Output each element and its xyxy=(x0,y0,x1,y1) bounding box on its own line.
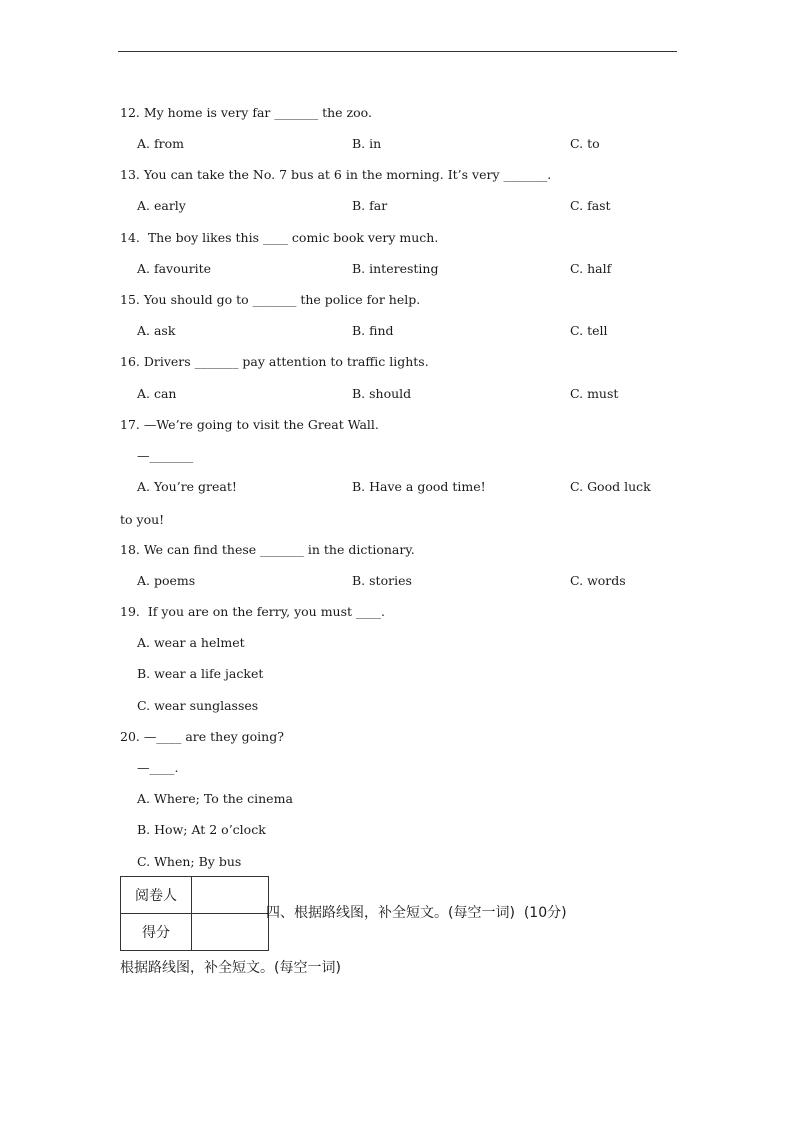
score-table xyxy=(120,876,269,951)
section-4-instruction: 根据路线图，补全短文。(每空一词) xyxy=(120,960,341,976)
question-16-option-c: C. must xyxy=(570,386,619,401)
question-17-option-a: A. You’re great! xyxy=(137,479,237,494)
question-14-option-a: A. favourite xyxy=(137,261,212,276)
question-15-option-a: A. ask xyxy=(137,323,176,338)
question-20-option-a: A. Where; To the cinema xyxy=(137,791,293,806)
question-19-option-c: C. wear sunglasses xyxy=(137,698,259,713)
header-rule xyxy=(118,51,677,52)
question-13-option-a: A. early xyxy=(137,198,186,213)
question-19-option-b: B. wear a life jacket xyxy=(137,666,264,681)
question-13-option-c: C. fast xyxy=(570,198,611,213)
reviewer-cell xyxy=(192,877,269,914)
question-20-option-c: C. When; By bus xyxy=(137,854,242,869)
question-17-reply: —_______ xyxy=(137,448,194,463)
score-cell xyxy=(192,914,269,951)
question-15-option-b: B. find xyxy=(352,323,394,338)
question-16-option-b: B. should xyxy=(352,386,412,401)
score-label: 得分 xyxy=(121,914,192,951)
question-18-option-b: B. stories xyxy=(352,573,412,588)
question-18-stem: 18. We can find these _______ in the dictionary. xyxy=(120,542,415,557)
question-13-option-b: B. far xyxy=(352,198,388,213)
question-16-stem: 16. Drivers _______ pay attention to traffic lights. xyxy=(120,354,429,369)
question-17-stem: 17. —We’re going to visit the Great Wall. xyxy=(120,417,379,432)
question-14-option-c: C. half xyxy=(570,261,612,276)
question-19-option-a: A. wear a helmet xyxy=(137,635,245,650)
question-13-stem: 13. You can take the No. 7 bus at 6 in the morning. It’s very _______. xyxy=(120,167,552,182)
question-18-option-a: A. poems xyxy=(137,573,196,588)
question-12-option-b: B. in xyxy=(352,136,382,151)
question-17-option-b: B. Have a good time! xyxy=(352,479,486,494)
reviewer-label: 阅卷人 xyxy=(121,877,192,914)
question-16-option-a: A. can xyxy=(137,386,177,401)
question-18-option-c: C. words xyxy=(570,573,626,588)
question-12-option-a: A. from xyxy=(137,136,184,151)
question-14-stem: 14. The boy likes this ____ comic book very much. xyxy=(120,230,439,245)
question-17-option-c: C. Good luck xyxy=(570,479,651,494)
question-20-reply: —____. xyxy=(137,760,179,775)
question-20-option-b: B. How; At 2 o’clock xyxy=(137,822,266,837)
question-14-option-b: B. interesting xyxy=(352,261,439,276)
question-12-option-c: C. to xyxy=(570,136,600,151)
question-15-stem: 15. You should go to _______ the police for help. xyxy=(120,292,421,307)
question-15-option-c: C. tell xyxy=(570,323,608,338)
section-4-title: 四、根据路线图，补全短文。(每空一词) (10分) xyxy=(266,905,567,921)
question-20-stem: 20. —____ are they going? xyxy=(120,729,284,744)
question-17-option-c-continued: to you! xyxy=(120,512,165,527)
question-19-stem: 19. If you are on the ferry, you must ____. xyxy=(120,604,385,619)
question-12-stem: 12. My home is very far _______ the zoo. xyxy=(120,105,372,120)
